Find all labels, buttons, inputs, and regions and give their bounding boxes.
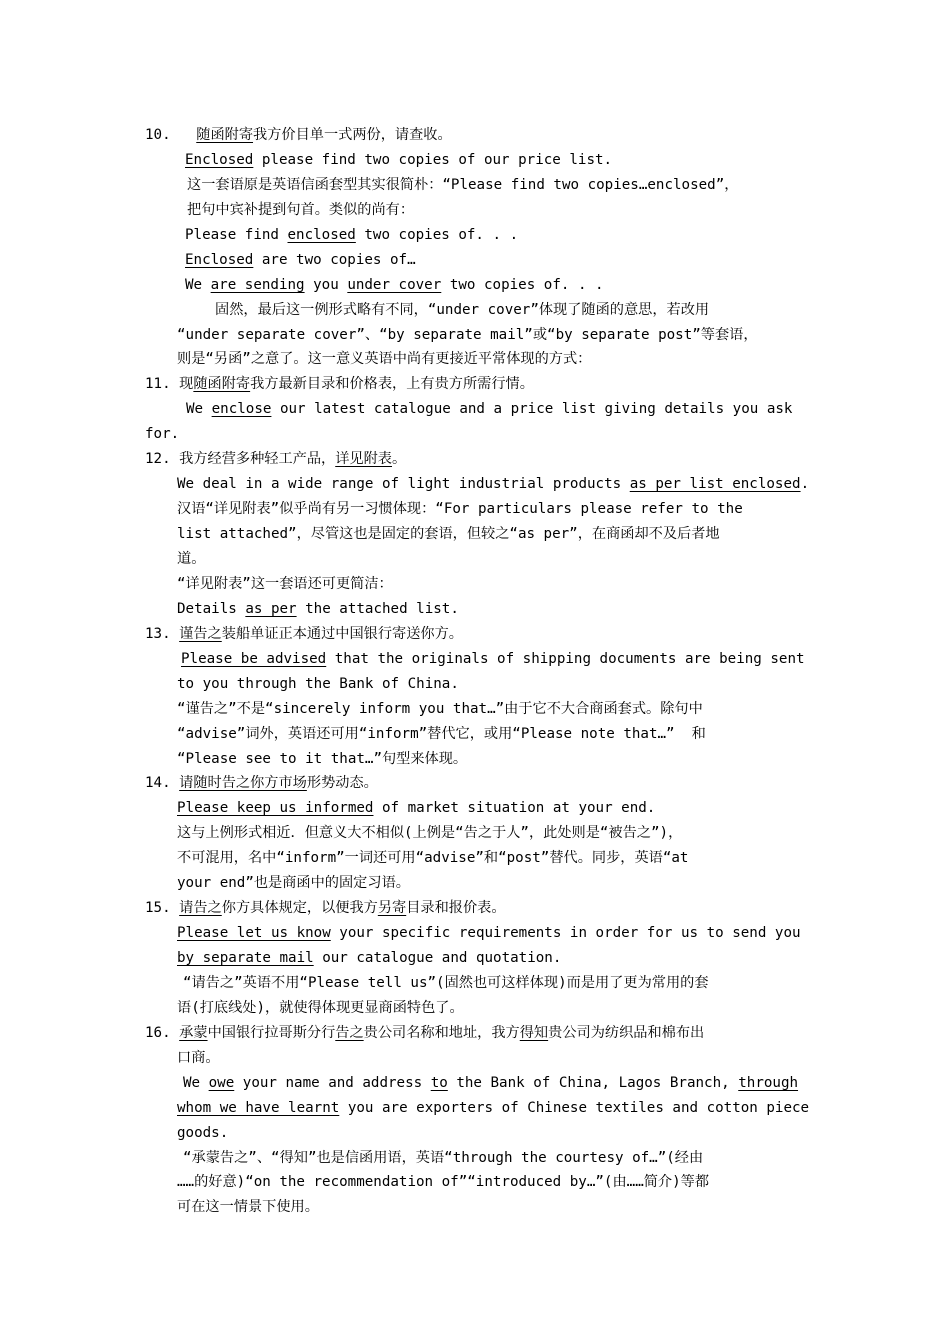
text-line bbox=[177, 1096, 809, 1121]
underlined-phrase: Please let us know bbox=[177, 925, 331, 942]
underlined-phrase: Enclosed bbox=[185, 251, 254, 268]
text-line bbox=[177, 347, 591, 372]
text-segment: 汉语“详见附表”似乎尚有另一习惯体现：“For particulars please refer to the bbox=[177, 501, 743, 518]
underlined-phrase: by separate mail bbox=[177, 950, 314, 967]
text-segment: 这与上例形式相近．但意义大不相似(上例是“告之于人”，此处则是“被告之”)， bbox=[177, 825, 683, 842]
text-line bbox=[177, 796, 655, 821]
text-line bbox=[177, 597, 459, 622]
text-segment: We bbox=[185, 276, 211, 293]
underlined-phrase: Please keep us informed bbox=[177, 800, 374, 817]
text-segment: 15. bbox=[145, 900, 180, 917]
text-segment: your specific requirements in order for us to send you bbox=[330, 925, 801, 942]
text-segment: 。 bbox=[392, 451, 407, 468]
text-segment: are two copies of… bbox=[253, 251, 416, 268]
text-segment: 形势动态。 bbox=[306, 775, 378, 792]
text-line bbox=[177, 871, 410, 896]
text-line bbox=[177, 672, 459, 697]
underlined-phrase: under cover bbox=[347, 276, 442, 293]
text-segment: the attached list. bbox=[296, 600, 459, 617]
text-segment: 道。 bbox=[177, 550, 206, 567]
text-segment: list attached”，尽管这也是固定的套语，但较之“as per”，在商函却不及后者地 bbox=[177, 526, 720, 543]
text-segment: “under separate cover”、“by separate mail”或“by separate post”等套语， bbox=[177, 326, 758, 343]
text-segment: please find two copies of our price list. bbox=[253, 151, 613, 168]
text-segment: We bbox=[186, 401, 212, 418]
text-segment: 贵公司名称和地址，我方 bbox=[363, 1024, 520, 1041]
underlined-phrase: 请告之 bbox=[179, 900, 222, 917]
underlined-phrase: Please be advised bbox=[181, 650, 327, 667]
text-line bbox=[177, 697, 703, 722]
text-segment: 目录和报价表。 bbox=[406, 900, 506, 917]
text-line bbox=[145, 622, 463, 647]
text-line bbox=[183, 1071, 798, 1096]
underlined-phrase: owe bbox=[208, 1074, 235, 1091]
text-segment: 固然，最后这一例形式略有不同，“under cover”体现了随函的意思，若改用 bbox=[215, 301, 710, 318]
underlined-phrase: 随函附寄 bbox=[196, 127, 254, 143]
underlined-phrase: 告之 bbox=[335, 1024, 364, 1041]
text-segment: two copies of. . . bbox=[441, 276, 604, 293]
text-segment: 不可混用，名中“inform”一词还可用“advise”和“post”替代。同步，英语“at bbox=[177, 850, 689, 867]
underlined-phrase: enclose bbox=[211, 401, 272, 418]
text-segment: 我方最新目录和价格表，上有贵方所需行情。 bbox=[250, 376, 534, 393]
text-line bbox=[177, 1195, 319, 1220]
text-segment: 你方具体规定，以便我方 bbox=[221, 900, 378, 917]
text-segment: 把句中宾补提到句首。类似的尚有： bbox=[187, 201, 415, 218]
text-segment: our catalogue and quotation. bbox=[313, 950, 562, 967]
text-line bbox=[187, 173, 738, 198]
text-segment: “详见附表”这一套语还可更简洁： bbox=[177, 575, 393, 592]
text-segment: “Please see to it that…”句型来体现。 bbox=[177, 750, 468, 767]
text-segment: that the originals of shipping documents are being sent bbox=[326, 650, 805, 667]
text-line bbox=[145, 123, 452, 148]
text-line bbox=[183, 971, 709, 996]
text-segment: Details bbox=[177, 600, 246, 617]
text-segment: 这一套语原是英语信函套型其实很简朴：“Please find two copies…enclosed”， bbox=[187, 176, 739, 193]
underlined-phrase: enclosed bbox=[287, 226, 356, 243]
underlined-phrase: 另寄 bbox=[377, 900, 407, 917]
underlined-phrase: 谨告之 bbox=[179, 625, 222, 642]
text-line bbox=[177, 996, 464, 1021]
text-segment: goods. bbox=[177, 1124, 229, 1141]
underlined-phrase: 承蒙 bbox=[179, 1024, 208, 1041]
underlined-phrase: whom we have learnt bbox=[177, 1099, 340, 1116]
underlined-phrase: 得知 bbox=[519, 1024, 549, 1041]
text-segment: 语(打底线处)，就使得体现更显商函特色了。 bbox=[177, 999, 464, 1016]
text-line bbox=[177, 572, 393, 597]
text-segment: our latest catalogue and a price list giving details you ask bbox=[271, 401, 793, 418]
underlined-phrase: as per list enclosed bbox=[629, 476, 801, 493]
text-segment: 则是“另函”之意了。这一意义英语中尚有更接近平常体现的方式： bbox=[177, 351, 592, 368]
text-segment: We bbox=[183, 1074, 209, 1091]
text-segment: for. bbox=[145, 426, 180, 443]
text-line bbox=[177, 547, 205, 572]
text-line bbox=[187, 198, 414, 223]
text-line bbox=[145, 372, 534, 397]
text-segment: 14. bbox=[145, 775, 180, 792]
text-segment: 10. bbox=[145, 127, 197, 143]
underlined-phrase: 随函附寄 bbox=[193, 376, 251, 393]
text-segment: 装船单证正本通过中国银行寄送你方。 bbox=[221, 625, 463, 642]
text-segment: “advise”词外，英语还可用“inform”替代它，或用“Please note that…” 和 bbox=[177, 725, 706, 742]
text-line bbox=[177, 522, 720, 547]
text-line bbox=[177, 472, 809, 497]
underlined-phrase: Enclosed bbox=[185, 151, 254, 168]
text-segment: 13. bbox=[145, 625, 180, 642]
underlined-phrase: as per bbox=[245, 600, 297, 617]
text-line bbox=[185, 248, 416, 273]
text-line bbox=[177, 946, 561, 971]
text-segment: your end”也是商函中的固定习语。 bbox=[177, 875, 410, 892]
text-segment: 16. bbox=[145, 1024, 180, 1041]
text-segment: your name and address bbox=[234, 1074, 431, 1091]
text-segment: . bbox=[800, 476, 810, 493]
text-segment: 中国银行拉哥斯分行 bbox=[207, 1024, 336, 1041]
text-line bbox=[177, 1121, 228, 1146]
text-segment: ……的好意)“on the recommendation of”“introduced by…”(由……简介)等都 bbox=[177, 1174, 710, 1191]
text-line bbox=[145, 1021, 704, 1046]
text-line bbox=[186, 397, 792, 422]
text-line bbox=[177, 722, 706, 747]
text-segment: you are exporters of Chinese textiles and cotton piece bbox=[339, 1099, 810, 1116]
text-segment: two copies of. . . bbox=[355, 226, 519, 243]
text-segment: of market situation at your end. bbox=[373, 800, 656, 817]
text-segment: 我方价目单一式两份，请查收。 bbox=[253, 127, 452, 143]
underlined-phrase: are sending bbox=[210, 276, 305, 293]
text-segment: the Bank of China, Lagos Branch, bbox=[447, 1074, 739, 1091]
text-line bbox=[177, 1046, 220, 1071]
text-line bbox=[145, 447, 406, 472]
text-line bbox=[177, 323, 758, 348]
text-segment: 可在这一情景下使用。 bbox=[177, 1199, 319, 1216]
text-segment: to you through the Bank of China. bbox=[177, 675, 459, 692]
underlined-phrase: through bbox=[738, 1074, 799, 1091]
text-line bbox=[177, 747, 467, 772]
text-segment: “请告之”英语不用“Please tell us”(固然也可这样体现)而是用了更为常用的套 bbox=[183, 974, 709, 991]
text-line bbox=[145, 771, 378, 796]
underlined-phrase: 请随时告之你方市场 bbox=[179, 775, 307, 792]
text-segment: “承蒙告之”、“得知”也是信函用语，英语“through the courtesy of…”(经由 bbox=[183, 1149, 704, 1166]
text-line bbox=[185, 223, 518, 248]
text-line bbox=[183, 1146, 703, 1171]
text-segment: Please find bbox=[185, 226, 288, 243]
text-line bbox=[177, 921, 801, 946]
text-segment: you bbox=[304, 276, 348, 293]
text-line bbox=[145, 896, 506, 921]
text-segment: We deal in a wide range of light industrial products bbox=[177, 476, 630, 493]
text-segment: 贵公司为纺织品和棉布出 bbox=[548, 1024, 705, 1041]
text-segment: 口商。 bbox=[177, 1049, 220, 1066]
text-line bbox=[177, 497, 743, 522]
text-line bbox=[185, 273, 604, 298]
text-line bbox=[177, 1170, 709, 1195]
underlined-phrase: to bbox=[430, 1074, 448, 1091]
text-segment: 12. 我方经营多种轻工产品， bbox=[145, 451, 336, 468]
text-line bbox=[181, 647, 805, 672]
text-line bbox=[185, 148, 612, 173]
text-line bbox=[177, 846, 688, 871]
text-segment: “谨告之”不是“sincerely inform you that…”由于它不大合商函套式。除句中 bbox=[177, 700, 703, 717]
underlined-phrase: 详见附表 bbox=[335, 451, 392, 468]
text-line bbox=[177, 821, 682, 846]
text-line bbox=[145, 422, 179, 447]
text-segment: 11. 现 bbox=[145, 376, 194, 393]
text-line bbox=[215, 298, 709, 323]
